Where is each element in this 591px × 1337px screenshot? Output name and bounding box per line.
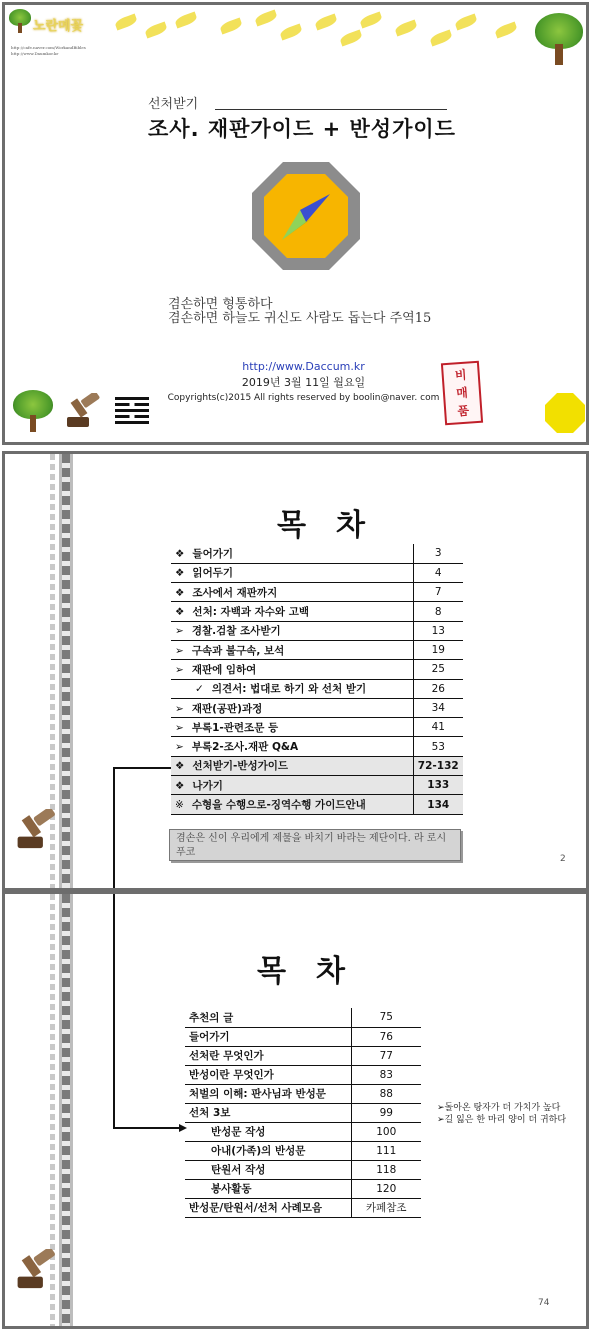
page-number: 2 (560, 854, 566, 864)
toc-entry-text: 선처란 무엇인가 (189, 1050, 264, 1062)
toc-entry-page: 134 (413, 795, 463, 814)
not-for-sale-stamp: 비 매 품 (441, 361, 483, 425)
toc-entry-label (171, 795, 413, 814)
toc-row[interactable] (171, 698, 463, 717)
toc-entry-text: 수형을 수행으로-징역수행 가이드안내 (191, 799, 366, 811)
toc-entry-text: 재판(공판)과정 (191, 702, 263, 715)
toc-entry-text: 탄원서 작성 (211, 1164, 266, 1176)
toc-entry-page: 72-132 (413, 756, 463, 775)
tree-icon (13, 390, 53, 432)
toc-entry-label (185, 1198, 351, 1217)
connector-line (113, 767, 115, 891)
toc-row[interactable] (171, 795, 463, 814)
toc-row[interactable] (185, 1122, 421, 1141)
toc-entry-text: 재판에 임하여 (191, 663, 257, 676)
tree-icon (535, 13, 583, 65)
bullet-icon: ※ (175, 799, 184, 811)
arrow-head-icon (179, 1124, 187, 1132)
toc-entry-text: 의견서: 법대로 하기 와 선처 받기 (211, 683, 367, 696)
quote-line-2: 겸손하면 하늘도 귀신도 사람도 돕는다 주역15 (168, 311, 432, 326)
bullet-icon: ➢ (175, 663, 184, 676)
toc-entry-text: 반성문/탄원서/선처 사례모음 (189, 1202, 323, 1214)
toc-entry-label (185, 1103, 351, 1122)
toc-entry-page: 88 (351, 1084, 421, 1103)
toc-entry-page: 77 (351, 1046, 421, 1065)
divider (215, 109, 447, 110)
binding-decoration (59, 454, 73, 888)
copyright-text: Copyrights(c)2015 All rights reserved by boolin@naver. com (167, 393, 440, 403)
cover-page (2, 2, 589, 445)
toc-entry-page: 76 (351, 1027, 421, 1046)
toc-entry-page: 41 (413, 718, 463, 737)
toc-entry-text: 봉사활동 (211, 1183, 252, 1195)
toc-row[interactable] (171, 640, 463, 659)
quote-box: 겸손은 신이 우리에게 제물을 바치기 바라는 제단이다. 라 로시푸코 (169, 829, 461, 861)
toc-entry-text: 선처받기-반성가이드 (192, 760, 289, 773)
toc-entry-text: 처벌의 이해: 판사님과 반성문 (189, 1088, 326, 1100)
gavel-icon (63, 393, 103, 433)
toc-page-1 (2, 451, 589, 891)
connector-line (113, 1127, 183, 1129)
bullet-icon: ❖ (175, 606, 185, 619)
bullet-icon: ➢ (175, 644, 184, 657)
toc-entry-page: 19 (413, 640, 463, 659)
toc-title: 목차 (257, 954, 375, 989)
toc-row[interactable] (185, 1160, 421, 1179)
toc-entry-label (171, 737, 413, 756)
bullet-icon: ❖ (175, 547, 185, 560)
toc-entry-text: 읽어두기 (192, 567, 233, 580)
toc-row[interactable] (185, 1084, 421, 1103)
toc-row[interactable] (171, 544, 463, 563)
toc-entry-text: 들어가기 (192, 547, 233, 560)
toc-row[interactable] (171, 737, 463, 756)
toc-row[interactable] (171, 756, 463, 775)
toc-entry-label (171, 679, 413, 698)
toc-entry-label (171, 756, 413, 775)
compass-icon (250, 160, 362, 272)
toc-row[interactable] (171, 602, 463, 621)
toc-entry-text: 들어가기 (189, 1031, 230, 1043)
toc-row[interactable] (171, 718, 463, 737)
page-number: 74 (538, 1298, 550, 1308)
toc-entry-label (171, 602, 413, 621)
bullet-icon: ➢ (175, 741, 184, 754)
quote-line-1: 겸손하면 형통하다 (168, 297, 273, 312)
bullet-icon: ➢ (175, 721, 184, 734)
leaf-decoration (105, 11, 535, 51)
toc-row[interactable] (171, 660, 463, 679)
toc-row[interactable] (185, 1008, 421, 1027)
toc-entry-page: 13 (413, 621, 463, 640)
toc-entry-page: 111 (351, 1141, 421, 1160)
trigram-icon (115, 397, 149, 431)
gold-octagon-icon (545, 393, 585, 433)
toc-entry-page: 75 (351, 1008, 421, 1027)
toc-entry-label (185, 1084, 351, 1103)
toc-entry-label (185, 1141, 351, 1160)
toc-entry-text: 선처: 자백과 자수와 고백 (192, 606, 310, 619)
toc-entry-page: 4 (413, 563, 463, 582)
toc-entry-page: 25 (413, 660, 463, 679)
toc-entry-label (185, 1046, 351, 1065)
toc-entry-text: 선처 3보 (189, 1107, 231, 1119)
toc-entry-page: 100 (351, 1122, 421, 1141)
toc-entry-label (185, 1122, 351, 1141)
brand-url-2: http://www.Daumkor.kr (11, 51, 59, 56)
toc-entry-text: 추천의 글 (189, 1011, 234, 1024)
bullet-icon: ❖ (175, 586, 185, 599)
toc-row[interactable] (171, 563, 463, 582)
bullet-icon: ❖ (175, 760, 185, 773)
toc-entry-page: 99 (351, 1103, 421, 1122)
gavel-icon (13, 1249, 59, 1295)
toc-entry-page: 120 (351, 1179, 421, 1198)
subtitle-pre: 선처받기 (148, 97, 199, 112)
tree-icon (9, 9, 31, 33)
toc-entry-text: 반성문 작성 (211, 1126, 266, 1138)
toc-row[interactable] (185, 1179, 421, 1198)
toc-entry-page: 133 (413, 776, 463, 795)
toc-entry-page: 83 (351, 1065, 421, 1084)
toc-entry-label (185, 1160, 351, 1179)
toc-row[interactable] (185, 1103, 421, 1122)
bullet-icon: ➢ (175, 702, 184, 715)
connector-line (113, 891, 115, 1128)
toc-row[interactable] (185, 1027, 421, 1046)
date-text: 2019년 3월 11일 월요일 (241, 376, 366, 389)
brand-url-1: http://cafe.naver.com/WorkandBibles (11, 45, 86, 50)
toc-row[interactable] (185, 1141, 421, 1160)
toc-entry-page: 7 (413, 583, 463, 602)
toc-entry-label (185, 1008, 351, 1027)
toc-entry-page: 8 (413, 602, 463, 621)
toc-entry-text: 구속과 불구속, 보석 (191, 644, 285, 657)
toc-entry-page: 34 (413, 698, 463, 717)
toc-entry-text: 반성이란 무엇인가 (189, 1069, 274, 1081)
page-title: 조사. 재판가이드 + 반성가이드 (148, 117, 456, 141)
toc-row[interactable] (171, 583, 463, 602)
toc-row[interactable] (185, 1046, 421, 1065)
toc-entry-text: 부록2-조사.재판 Q&A (191, 741, 299, 754)
brand-logo: 노란메꽃 (33, 19, 84, 34)
toc-entry-label (185, 1179, 351, 1198)
toc-entry-page: 53 (413, 737, 463, 756)
toc-entry-label (185, 1027, 351, 1046)
toc-entry-text: 아내(가족)의 반성문 (211, 1145, 306, 1157)
toc-entry-text: 나가기 (192, 779, 223, 792)
toc-entry-text: 경찰.검찰 조사받기 (191, 625, 281, 638)
toc-entry-text: 부록1-관련조문 등 (191, 721, 279, 734)
toc-entry-label (171, 776, 413, 795)
toc-entry-page: 카페참조 (351, 1198, 421, 1217)
site-link[interactable]: http://www.Daccum.kr (242, 360, 365, 373)
connector-line (113, 767, 171, 769)
toc-table (185, 1008, 421, 1218)
toc-row[interactable] (171, 776, 463, 795)
bullet-icon: ✓ (195, 683, 204, 696)
toc-entry-label (185, 1065, 351, 1084)
toc-entry-page: 3 (413, 544, 463, 563)
toc-title: 목차 (277, 508, 395, 543)
bullet-icon: ❖ (175, 779, 185, 792)
toc-entry-label (171, 640, 413, 659)
bullet-icon: ➢ (175, 625, 184, 638)
toc-page-2 (2, 891, 589, 1329)
side-note: ➢돌아온 탕자가 더 가치가 높다 ➢길 잃은 한 마리 양이 더 귀하다 (437, 1103, 567, 1125)
toc-entry-label (171, 583, 413, 602)
toc-entry-label (171, 544, 413, 563)
toc-entry-label (171, 660, 413, 679)
toc-entry-label (171, 563, 413, 582)
toc-entry-text: 조사에서 재판까지 (192, 586, 278, 599)
toc-row[interactable] (171, 679, 463, 698)
toc-entry-label (171, 621, 413, 640)
toc-row[interactable] (171, 621, 463, 640)
toc-entry-label (171, 718, 413, 737)
toc-entry-page: 118 (351, 1160, 421, 1179)
binding-decoration (59, 894, 73, 1326)
bullet-icon: ❖ (175, 567, 185, 580)
toc-row[interactable] (185, 1198, 421, 1217)
toc-entry-label (171, 698, 413, 717)
gavel-icon (13, 809, 59, 855)
toc-row[interactable] (185, 1065, 421, 1084)
toc-table (171, 544, 463, 815)
toc-entry-page: 26 (413, 679, 463, 698)
